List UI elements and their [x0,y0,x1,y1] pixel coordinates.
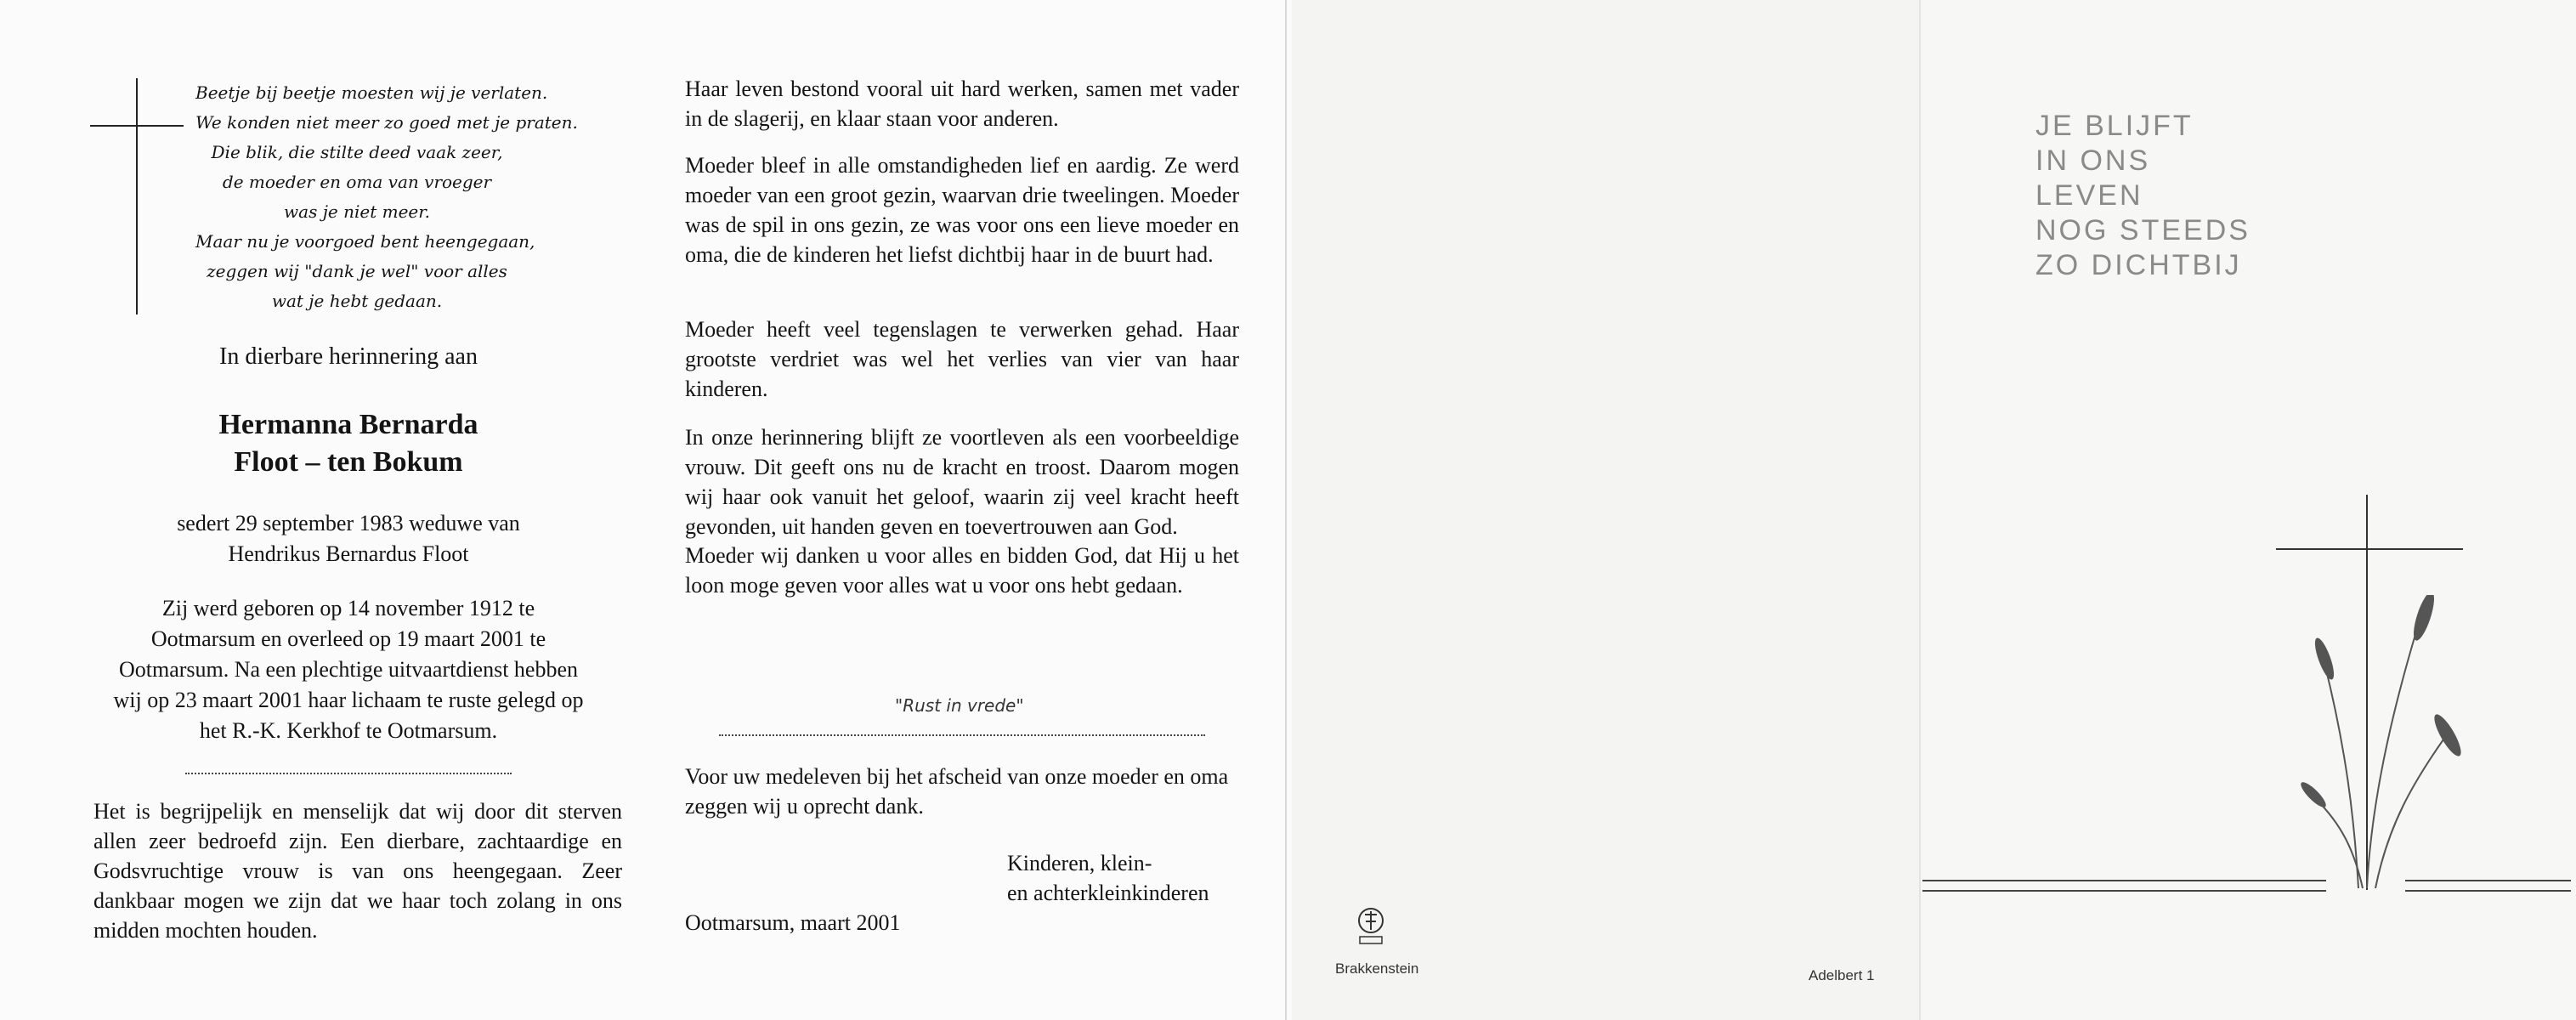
husband-name: Hendrikus Bernardus Floot [228,541,469,566]
verse-line: IN ONS [2035,144,2151,177]
paragraph-setbacks: Moeder heeft veel tegenslagen te verwerken gehad. Haar grootste verdriet was wel het verlies van vier van haar kinderen. [685,317,1239,401]
paragraph-memory: In onze herinnering blijft ze voortleven als een voorbeeldige vrouw. Dit geeft ons nu de kracht en troost. Daarom mogen wij haar ook vanuit het geloof, waarin zij veel kracht heeft gevonden, uit handen geven en toevertrouwen aan God. [685,425,1239,539]
poem [195,78,578,316]
fold-line [1285,0,1287,1020]
poem-line: zeggen wij "dank je wel" voor alles [207,261,507,281]
dotted-divider [185,773,512,774]
card-code: Adelbert 1 [1809,967,1875,983]
dotted-divider-right [719,734,1205,736]
verse-line: NOG STEEDS [2035,214,2250,246]
poem-line: de moeder en oma van vroeger [222,172,492,192]
widow-line: sedert 29 september 1983 weduwe van [177,511,520,536]
poem-line: Maar nu je voorgoed bent heengegaan, [195,231,535,252]
signers-line: Kinderen, klein- [1007,851,1152,876]
poem-line: Die blik, die stilte deed vaak zeer, [211,142,503,162]
paragraph-grief: Het is begrijpelijk en menselijk dat wij door dit sterven allen zeer bedroefd zijn. Een dierbare, zachtaardige en Godsvruchtige vrouw is van ons heengegaan. Zeer dankbaar mogen we zijn dat we haar toch zolang in ons midden mochten houden. [93,799,622,943]
place-date: Ootmarsum, maart 2001 [685,910,901,935]
signers [1007,848,1262,908]
verse-line: ZO DICHTBIJ [2035,249,2242,281]
fold-line-cover [1919,0,1921,1020]
wheat-icon [2295,595,2473,892]
verse-line: LEVEN [2035,179,2143,212]
poem-line: Beetje bij beetje moesten wij je verlaten. [195,82,548,103]
bio-line: Zij werd geboren op 14 november 1912 te [161,596,535,620]
poem-line: wat je hebt gedaan. [271,291,443,311]
cover-rule-top-right [2405,880,2571,881]
thanks-text: Voor uw medeleven bij het afscheid van onze moeder en oma zeggen wij u oprecht dank. [685,764,1229,819]
deceased-name-last: Floot – ten Bokum [234,446,463,478]
deceased-name-first: Hermanna Bernarda [218,409,478,440]
publisher-logo-icon [1356,906,1385,949]
poem-line: We konden niet meer zo goed met je praten. [195,112,578,133]
cover-rule-top [1922,880,2326,881]
paragraph-life: Haar leven bestond vooral uit hard werken, samen met vader in de slagerij, en klaar staan voor anderen. [685,76,1239,131]
cover-rule-bottom-right [2405,890,2571,892]
cover-verse [2035,109,2250,283]
bio-text [51,593,646,746]
rust-in-vrede: "Rust in vrede" [895,695,1024,716]
intro-text: In dierbare herinnering aan [219,343,478,370]
signers-line: en achterkleinkinderen [1007,881,1209,905]
paragraph-mother: Moeder bleef in alle omstandigheden lief en aardig. Ze werd moeder van een groot gezin, waarvan drie tweelingen. Moeder was de spil in ons gezin, ze was voor ons een lieve moeder en oma, die de kinderen het liefst dichtbij haar in de buurt had. [685,153,1239,267]
bio-line: Ootmarsum. Na een plechtige uitvaartdienst hebben [118,657,579,682]
poem-line: was je niet meer. [284,201,430,222]
bio-line: het R.-K. Kerkhof te Ootmarsum. [199,718,498,743]
panel-back [1292,0,1921,1020]
paragraph-prayer: Moeder wij danken u voor alles en bidden God, dat Hij u het loon moge geven voor alles wat u voor ons hebt gedaan. [685,543,1239,598]
cover-rule-bottom [1922,890,2326,892]
bio-line: wij op 23 maart 2001 haar lichaam te ruste gelegd op [113,688,584,712]
verse-line: JE BLIJFT [2035,110,2194,142]
bio-line: Ootmarsum en overleed op 19 maart 2001 te [150,626,546,651]
publisher-name: Brakkenstein [1335,960,1419,977]
